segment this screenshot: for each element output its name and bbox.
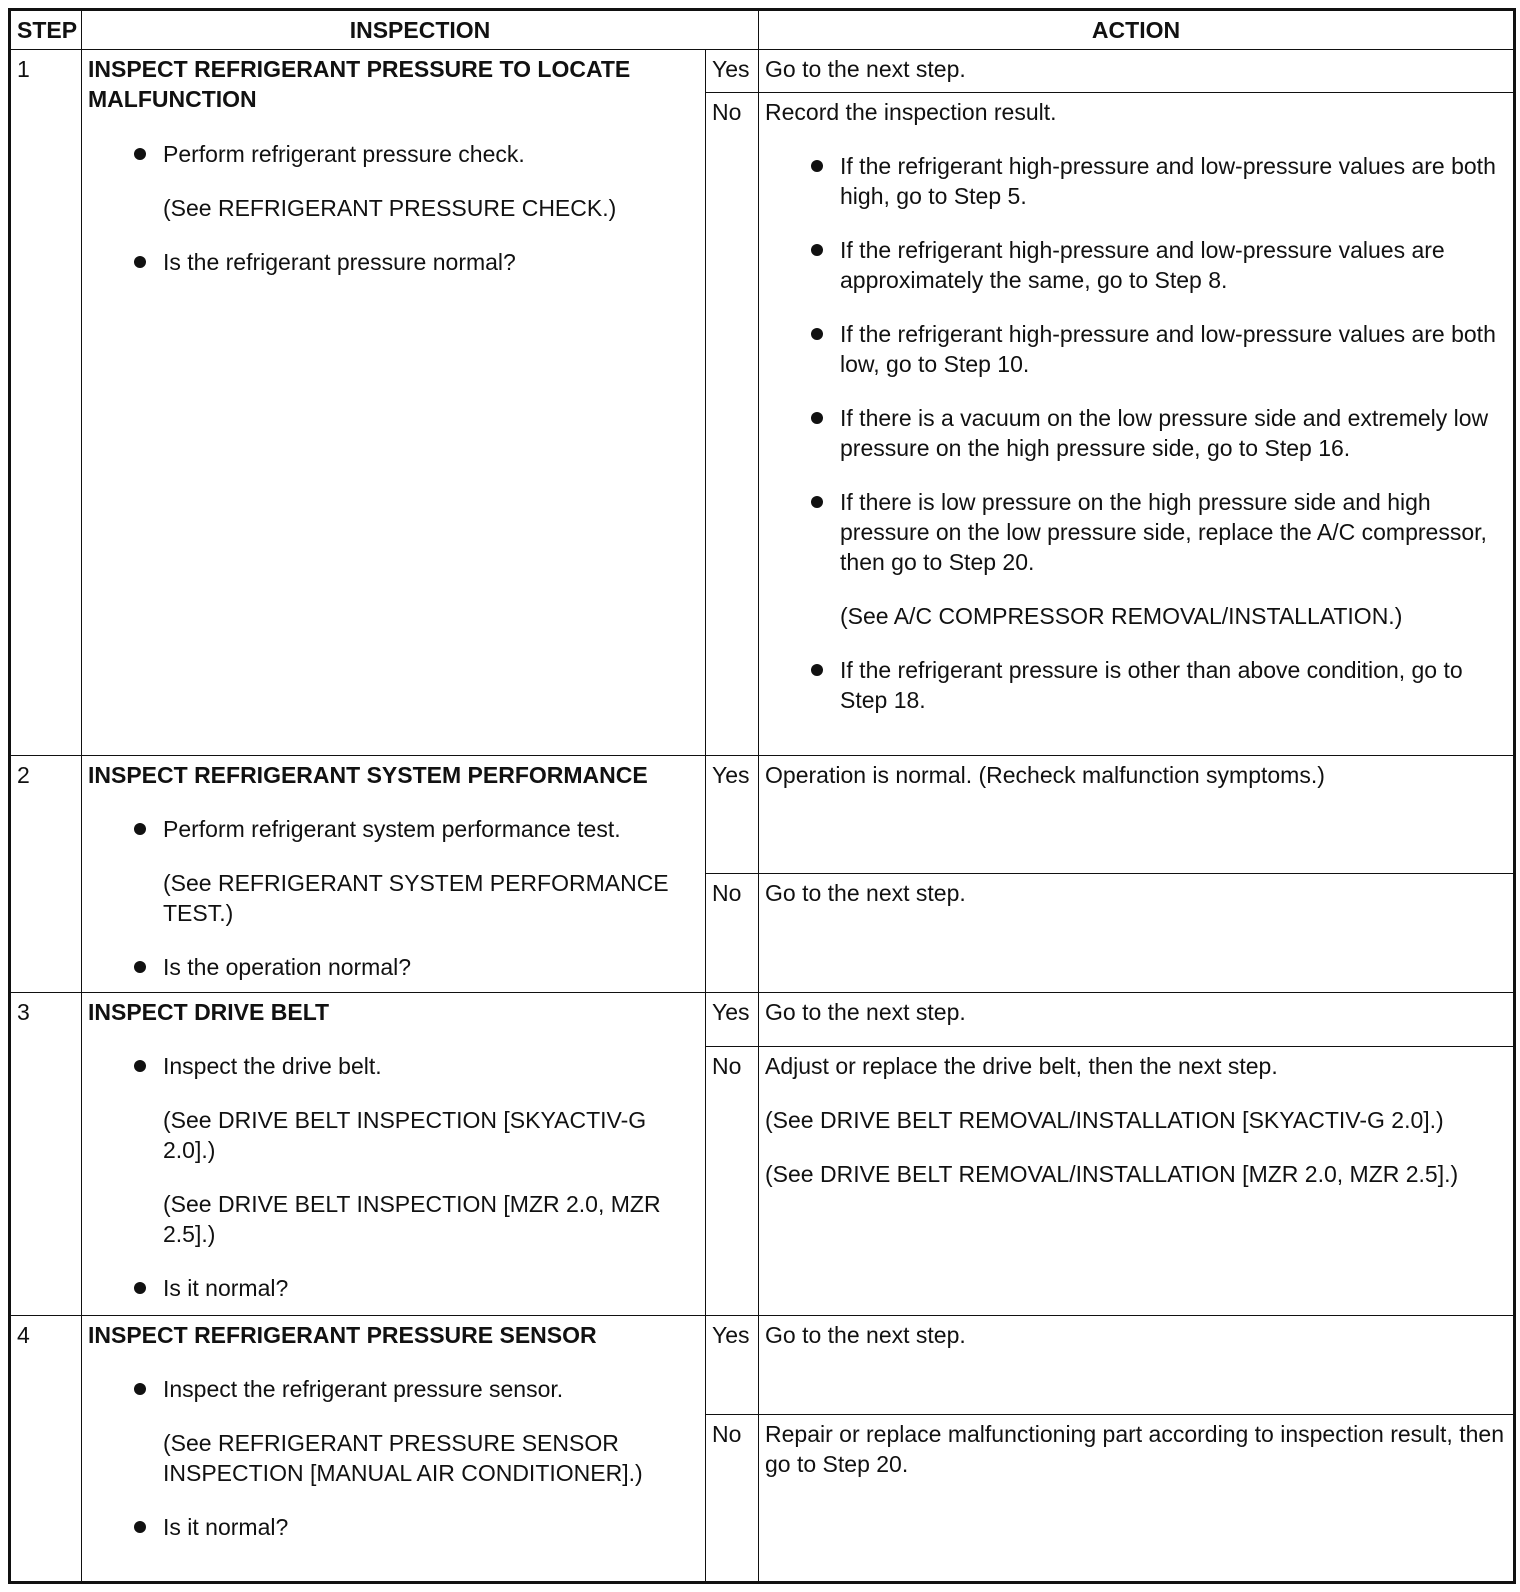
no-action-cell <box>759 1047 1515 1316</box>
step-inspection <box>82 1316 706 1583</box>
inspection-reference: (See DRIVE BELT INSPECTION [SKYACTIV-G 2.0].) <box>163 1106 647 1163</box>
yes-label: Yes <box>706 50 759 92</box>
action-reference: (See A/C COMPRESSOR REMOVAL/INSTALLATION.) <box>840 602 1403 629</box>
action-bullet: If the refrigerant high-pressure and low-pressure values are both low, go to Step 10. <box>765 319 1507 379</box>
inspection-reference: (See REFRIGERANT PRESSURE CHECK.) <box>163 195 617 222</box>
step-number: 3 <box>10 992 82 1315</box>
no-label: No <box>706 1415 759 1583</box>
action-reference: (See DRIVE BELT REMOVAL/INSTALLATION [MZR 2.0, MZR 2.5].) <box>765 1161 1459 1188</box>
step-1-yes-row <box>10 50 1515 92</box>
no-action-cell <box>759 92 1515 755</box>
yes-action: Go to the next step. <box>759 992 1515 1047</box>
header-action: ACTION <box>759 10 1515 50</box>
header-row <box>10 10 1515 50</box>
no-action: Record the inspection result. <box>765 98 1057 125</box>
inspection-bullet: Perform refrigerant pressure check. <box>88 139 699 169</box>
no-label: No <box>706 92 759 755</box>
yes-label: Yes <box>706 756 759 874</box>
yes-action: Operation is normal. (Recheck malfunction symptoms.) <box>759 756 1515 874</box>
step-3-yes-row <box>10 992 1515 1047</box>
yes-label: Yes <box>706 992 759 1047</box>
action-bullet: If there is low pressure on the high pressure side and high pressure on the low pressure side, replace the A/C compressor, then go to Step 20. <box>765 487 1507 577</box>
step-title: INSPECT REFRIGERANT SYSTEM PERFORMANCE <box>88 762 648 789</box>
inspection-bullet: Is the operation normal? <box>88 952 699 982</box>
yes-action: Go to the next step. <box>759 1316 1515 1415</box>
inspection-bullet: Is it normal? <box>88 1273 699 1303</box>
inspection-bullet: Perform refrigerant system performance test. <box>88 814 699 844</box>
yes-action: Go to the next step. <box>759 50 1515 92</box>
no-action: Adjust or replace the drive belt, then the next step. <box>765 1053 1278 1080</box>
inspection-bullet: Is the refrigerant pressure normal? <box>88 247 699 277</box>
step-number: 1 <box>10 50 82 756</box>
step-inspection <box>82 756 706 993</box>
step-inspection <box>82 992 706 1315</box>
no-action: Go to the next step. <box>759 874 1515 992</box>
no-label: No <box>706 874 759 992</box>
header-inspection: INSPECTION <box>82 10 759 50</box>
step-title: INSPECT REFRIGERANT PRESSURE SENSOR <box>88 1322 597 1349</box>
inspection-reference: (See REFRIGERANT SYSTEM PERFORMANCE TEST.) <box>163 870 669 927</box>
step-4-yes-row <box>10 1316 1515 1415</box>
action-reference: (See DRIVE BELT REMOVAL/INSTALLATION [SKYACTIV-G 2.0].) <box>765 1107 1444 1134</box>
action-bullet: If the refrigerant high-pressure and low-pressure values are both high, go to Step 5. <box>765 151 1507 211</box>
diagnostic-table <box>8 8 1516 1584</box>
inspection-reference: (See DRIVE BELT INSPECTION [MZR 2.0, MZR 2.5].) <box>163 1190 661 1247</box>
step-number: 2 <box>10 756 82 993</box>
no-label: No <box>706 1047 759 1316</box>
inspection-reference: (See REFRIGERANT PRESSURE SENSOR INSPECTION [MANUAL AIR CONDITIONER].) <box>163 1430 643 1487</box>
action-bullet: If there is a vacuum on the low pressure side and extremely low pressure on the high pressure side, go to Step 16. <box>765 403 1507 463</box>
no-action: Repair or replace malfunctioning part according to inspection result, then go to Step 20. <box>759 1415 1515 1583</box>
header-step: STEP <box>10 10 82 50</box>
inspection-bullet: Inspect the drive belt. <box>88 1051 699 1081</box>
step-title: INSPECT REFRIGERANT PRESSURE TO LOCATE MALFUNCTION <box>88 56 631 113</box>
step-number: 4 <box>10 1316 82 1583</box>
action-bullet: If the refrigerant high-pressure and low-pressure values are approximately the same, go to Step 8. <box>765 235 1507 295</box>
action-bullet: If the refrigerant pressure is other than above condition, go to Step 18. <box>765 655 1507 715</box>
inspection-bullet: Is it normal? <box>88 1512 699 1542</box>
step-2-yes-row <box>10 756 1515 874</box>
yes-label: Yes <box>706 1316 759 1415</box>
step-inspection <box>82 50 706 756</box>
inspection-bullet: Inspect the refrigerant pressure sensor. <box>88 1374 699 1404</box>
step-title: INSPECT DRIVE BELT <box>88 998 330 1025</box>
